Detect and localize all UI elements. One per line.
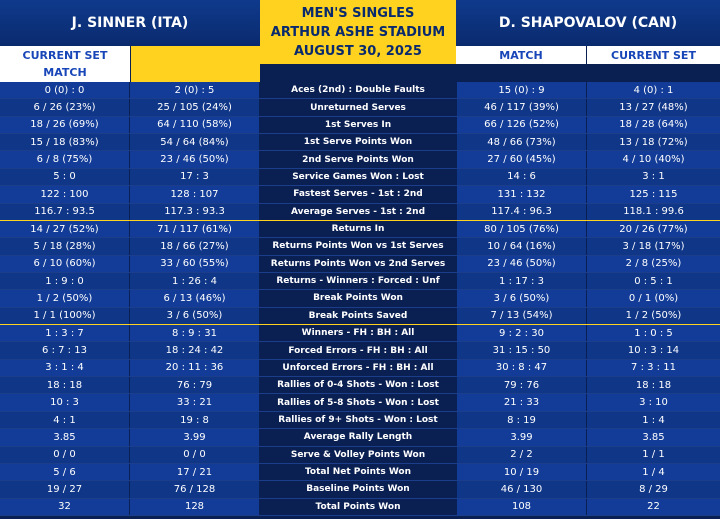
p1-current-set-value: 3 : 1 : 4 (0, 360, 130, 376)
p2-match-value: 80 / 105 (76%) (456, 221, 587, 237)
p2-current-set-value: 4 / 10 (40%) (587, 151, 720, 167)
p2-match-value: 108 (456, 499, 587, 515)
p2-match-value: 14 : 6 (456, 169, 587, 185)
stat-row (0, 360, 720, 377)
p1-match-value: 2 (0) : 5 (130, 82, 260, 98)
p2-current-set-value: 8 / 29 (587, 481, 720, 497)
match-title (260, 0, 456, 64)
p2-match-value: 21 : 33 (456, 394, 587, 410)
p2-match-value: 15 (0) : 9 (456, 82, 587, 98)
stat-label: Service Games Won : Lost (260, 169, 456, 185)
stat-label: Aces (2nd) : Double Faults (260, 82, 456, 98)
title-date: AUGUST 30, 2025 (294, 43, 422, 59)
p2-current-set-value: 7 : 3 : 11 (587, 360, 720, 376)
stat-row (0, 481, 720, 498)
stat-label: Returns - Winners : Forced : Unf (260, 273, 456, 289)
player1-name: J. SINNER (ITA) (0, 0, 260, 46)
p2-header-spacer (587, 64, 720, 82)
p1-match-value: 128 : 107 (130, 186, 260, 202)
stat-row (0, 99, 720, 116)
p1-current-set-value: 5 / 6 (0, 464, 130, 480)
p1-match-value: 3 / 6 (50%) (130, 308, 260, 324)
stat-row (0, 169, 720, 186)
p1-match-value: 17 / 21 (130, 464, 260, 480)
p1-match-value: 17 : 3 (130, 169, 260, 185)
stat-row (0, 499, 720, 516)
p1-current-set-value: 122 : 100 (0, 186, 130, 202)
p1-column-header-gold (131, 46, 260, 82)
stat-label: Rallies of 0-4 Shots - Won : Lost (260, 377, 456, 393)
p2-current-set-value: 1 / 4 (587, 464, 720, 480)
p1-match-value: 76 : 79 (130, 377, 260, 393)
p1-match-value: 64 / 110 (58%) (130, 117, 260, 133)
p1-match-value: 0 / 0 (130, 447, 260, 463)
stat-row (0, 204, 720, 221)
player2-name: D. SHAPOVALOV (CAN) (456, 0, 720, 46)
stat-label: Average Rally Length (260, 429, 456, 445)
p1-current-set-value: 18 / 26 (69%) (0, 117, 130, 133)
p2-current-set-value: 1 / 1 (587, 447, 720, 463)
p1-column-header (0, 46, 130, 82)
stat-label: Break Points Saved (260, 308, 456, 324)
p2-match-value: 3.99 (456, 429, 587, 445)
p1-match-value: 23 / 46 (50%) (130, 151, 260, 167)
stat-row (0, 447, 720, 464)
stat-label: Total Net Points Won (260, 464, 456, 480)
stat-row (0, 394, 720, 411)
stat-row (0, 221, 720, 238)
p2-current-set-value: 10 : 3 : 14 (587, 342, 720, 358)
p1-match-header: MATCH (43, 66, 87, 79)
p1-current-set-value: 18 : 18 (0, 377, 130, 393)
p1-match-value: 19 : 8 (130, 412, 260, 428)
stat-row (0, 151, 720, 168)
p2-match-value: 8 : 19 (456, 412, 587, 428)
p1-current-set-value: 0 / 0 (0, 447, 130, 463)
stat-label: Returns Points Won vs 2nd Serves (260, 256, 456, 272)
p1-current-set-value: 1 : 3 : 7 (0, 325, 130, 341)
p2-current-set-value: 20 / 26 (77%) (587, 221, 720, 237)
p1-current-set-value: 19 / 27 (0, 481, 130, 497)
p2-current-set-value: 0 : 5 : 1 (587, 273, 720, 289)
p1-match-value: 20 : 11 : 36 (130, 360, 260, 376)
p2-current-set-value: 2 / 8 (25%) (587, 256, 720, 272)
p2-match-value: 2 / 2 (456, 447, 587, 463)
p2-match-value: 10 / 19 (456, 464, 587, 480)
p2-current-set-value: 1 : 0 : 5 (587, 325, 720, 341)
p2-match-value: 1 : 17 : 3 (456, 273, 587, 289)
p1-current-set-value: 6 / 10 (60%) (0, 256, 130, 272)
p1-current-set-value: 1 / 1 (100%) (0, 308, 130, 324)
stat-row (0, 308, 720, 325)
stat-row (0, 464, 720, 481)
p1-current-set-value: 4 : 1 (0, 412, 130, 428)
p2-current-set-value: 18 : 18 (587, 377, 720, 393)
title-event: MEN'S SINGLES (301, 5, 415, 21)
stat-row (0, 186, 720, 203)
p2-current-set-value: 1 : 4 (587, 412, 720, 428)
p1-current-set-header: CURRENT SET (22, 49, 108, 62)
p2-match-value: 27 / 60 (45%) (456, 151, 587, 167)
stat-row (0, 325, 720, 342)
p2-match-value: 79 : 76 (456, 377, 587, 393)
stat-label: Returns In (260, 221, 456, 237)
p2-match-value: 31 : 15 : 50 (456, 342, 587, 358)
p1-current-set-value: 14 / 27 (52%) (0, 221, 130, 237)
stat-label: Rallies of 9+ Shots - Won : Lost (260, 412, 456, 428)
p2-current-set-header: CURRENT SET (587, 46, 720, 64)
stat-label: Fastest Serves - 1st : 2nd (260, 186, 456, 202)
stat-row (0, 238, 720, 255)
stat-label: 1st Serve Points Won (260, 134, 456, 150)
p1-current-set-value: 3.85 (0, 429, 130, 445)
p2-match-value: 46 / 117 (39%) (456, 99, 587, 115)
stat-label: Total Points Won (260, 499, 456, 515)
stat-row (0, 377, 720, 394)
p2-current-set-value: 4 (0) : 1 (587, 82, 720, 98)
p2-current-set-value: 3 / 18 (17%) (587, 238, 720, 254)
stat-label: 2nd Serve Points Won (260, 151, 456, 167)
p1-current-set-value: 6 / 26 (23%) (0, 99, 130, 115)
stat-label: Baseline Points Won (260, 481, 456, 497)
stat-row (0, 412, 720, 429)
stat-row (0, 256, 720, 273)
p2-current-set-value: 13 / 18 (72%) (587, 134, 720, 150)
p1-current-set-value: 5 / 18 (28%) (0, 238, 130, 254)
p1-match-value: 8 : 9 : 31 (130, 325, 260, 341)
stat-label: Rallies of 5-8 Shots - Won : Lost (260, 394, 456, 410)
p1-match-value: 117.3 : 93.3 (130, 204, 260, 220)
stat-label: Break Points Won (260, 290, 456, 306)
p2-header-spacer (456, 64, 586, 82)
p1-current-set-value: 6 / 8 (75%) (0, 151, 130, 167)
stat-row (0, 342, 720, 359)
stat-row (0, 290, 720, 307)
p2-match-value: 48 / 66 (73%) (456, 134, 587, 150)
p2-match-value: 66 / 126 (52%) (456, 117, 587, 133)
stat-label: Forced Errors - FH : BH : All (260, 342, 456, 358)
stat-row (0, 134, 720, 151)
stat-label: Serve & Volley Points Won (260, 447, 456, 463)
title-spacer (260, 64, 456, 82)
p2-match-value: 7 / 13 (54%) (456, 308, 587, 324)
p2-match-value: 9 : 2 : 30 (456, 325, 587, 341)
stat-label: Unreturned Serves (260, 99, 456, 115)
p1-current-set-value: 6 : 7 : 13 (0, 342, 130, 358)
p1-match-value: 18 / 66 (27%) (130, 238, 260, 254)
p1-current-set-value: 32 (0, 499, 130, 515)
stat-label: Average Serves - 1st : 2nd (260, 204, 456, 220)
stat-row (0, 82, 720, 99)
stat-row (0, 429, 720, 446)
p1-match-value: 3.99 (130, 429, 260, 445)
p2-match-header: MATCH (456, 46, 586, 64)
p2-match-value: 46 / 130 (456, 481, 587, 497)
p1-match-value: 128 (130, 499, 260, 515)
p1-match-value: 1 : 26 : 4 (130, 273, 260, 289)
p2-current-set-value: 3 : 1 (587, 169, 720, 185)
p1-match-value: 54 / 64 (84%) (130, 134, 260, 150)
stat-row (0, 273, 720, 290)
p2-current-set-value: 22 (587, 499, 720, 515)
p2-current-set-value: 1 / 2 (50%) (587, 308, 720, 324)
p1-current-set-value: 0 (0) : 0 (0, 82, 130, 98)
p1-match-value: 76 / 128 (130, 481, 260, 497)
p1-current-set-value: 1 : 9 : 0 (0, 273, 130, 289)
stat-label: Winners - FH : BH : All (260, 325, 456, 341)
p1-match-value: 18 : 24 : 42 (130, 342, 260, 358)
p2-current-set-value: 0 / 1 (0%) (587, 290, 720, 306)
p2-match-value: 131 : 132 (456, 186, 587, 202)
p2-current-set-value: 13 / 27 (48%) (587, 99, 720, 115)
p2-current-set-value: 18 / 28 (64%) (587, 117, 720, 133)
p1-current-set-value: 5 : 0 (0, 169, 130, 185)
p1-match-value: 33 : 21 (130, 394, 260, 410)
p2-match-value: 10 / 64 (16%) (456, 238, 587, 254)
stat-label: 1st Serves In (260, 117, 456, 133)
p1-match-value: 6 / 13 (46%) (130, 290, 260, 306)
p2-current-set-value: 118.1 : 99.6 (587, 204, 720, 220)
stats-table (0, 82, 720, 516)
p2-match-value: 117.4 : 96.3 (456, 204, 587, 220)
p1-current-set-value: 15 / 18 (83%) (0, 134, 130, 150)
stat-label: Returns Points Won vs 1st Serves (260, 238, 456, 254)
p1-current-set-value: 10 : 3 (0, 394, 130, 410)
p1-match-value: 71 / 117 (61%) (130, 221, 260, 237)
p1-current-set-value: 1 / 2 (50%) (0, 290, 130, 306)
p2-match-value: 3 / 6 (50%) (456, 290, 587, 306)
stat-label: Unforced Errors - FH : BH : All (260, 360, 456, 376)
p2-current-set-value: 125 : 115 (587, 186, 720, 202)
p1-current-set-value: 116.7 : 93.5 (0, 204, 130, 220)
p2-match-value: 23 / 46 (50%) (456, 256, 587, 272)
title-venue: ARTHUR ASHE STADIUM (270, 24, 446, 40)
p2-current-set-value: 3.85 (587, 429, 720, 445)
p1-match-value: 33 / 60 (55%) (130, 256, 260, 272)
p2-match-value: 30 : 8 : 47 (456, 360, 587, 376)
p1-match-value: 25 / 105 (24%) (130, 99, 260, 115)
stat-row (0, 117, 720, 134)
p2-current-set-value: 3 : 10 (587, 394, 720, 410)
